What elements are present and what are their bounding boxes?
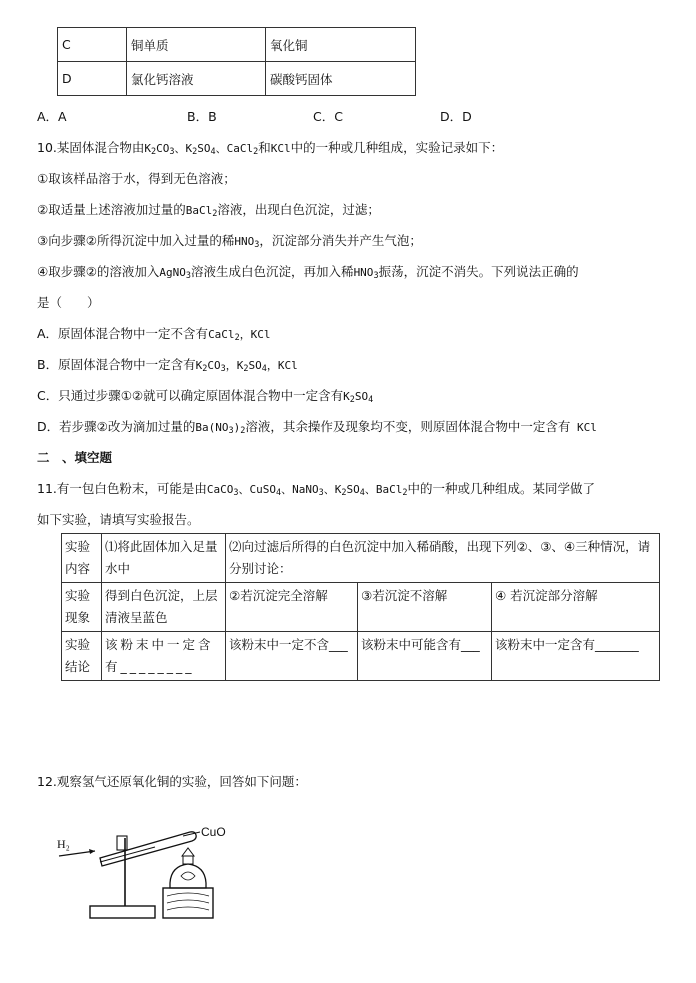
answer-blank[interactable]: 该粉末中可能含有___ xyxy=(358,632,492,681)
table-row xyxy=(62,632,660,681)
table-row xyxy=(58,62,416,96)
q10-question: 是（ ） xyxy=(37,295,100,310)
table-cell: ⑴将此固体加入足量水中 xyxy=(102,534,226,583)
q10-option-c[interactable]: C．只通过步骤①②就可以确定原固体混合物中一定含有$K_2SO_4$ xyxy=(37,388,374,405)
table-cell: ⑵向过滤后所得的白色沉淀中加入稀硝酸，出现下列②、③、④三种情况，请分别讨论： xyxy=(226,534,660,583)
table-cell: 碳酸钙固体 xyxy=(266,62,416,96)
q10-step-4: ④取步骤②的溶液加入AgNO$_3$溶液生成白色沉淀，再加入稀$HNO_3$振荡，沉淀不消失。下列说法正确的 xyxy=(37,264,579,281)
table-cell: ④ 若沉淀部分溶解 xyxy=(492,583,660,632)
row-header: 实验现象 xyxy=(62,583,102,632)
cuo-label: CuO xyxy=(201,825,226,839)
q10-option-a[interactable]: A．原固体混合物中一定不含有CaCl$_2$，KCl xyxy=(37,326,271,343)
q10-step-1: ①取该样品溶于水，得到无色溶液； xyxy=(37,171,236,186)
table-cell: ③若沉淀不溶解 xyxy=(358,583,492,632)
q9-options-table xyxy=(57,27,416,96)
table-row xyxy=(58,28,416,62)
answer-blank[interactable]: 该粉末中一定不含___ xyxy=(226,632,358,681)
choice-d[interactable]: D．D xyxy=(440,109,472,124)
q10-option-d[interactable]: D．若步骤②改为滴加过量的$Ba(NO_3)_2$溶液，其余操作及现象均不变，则原固体混合物中一定含有 KCl xyxy=(37,419,597,436)
q10-stem: 10.某固体混合物由$K_2CO_3$、$K_2SO_4$、CaCl$_2$和KCl中的一种或几种组成，实验记录如下： xyxy=(37,140,504,157)
table-cell: C xyxy=(58,28,127,62)
q12-stem: 12.观察氢气还原氧化铜的实验，回答如下问题： xyxy=(37,774,307,789)
table-row xyxy=(62,583,660,632)
wooden-block xyxy=(163,888,213,918)
q10-option-b[interactable]: B．原固体混合物中一定含有$K_2CO_3$，$K_2SO_4$，KCl xyxy=(37,357,298,374)
choice-b[interactable]: B．B xyxy=(187,109,217,124)
table-cell: 铜单质 xyxy=(127,28,266,62)
table-cell: ②若沉淀完全溶解 xyxy=(226,583,358,632)
alcohol-lamp-icon xyxy=(170,864,206,888)
row-header: 实验结论 xyxy=(62,632,102,681)
h2-label: H₂ xyxy=(57,837,70,851)
answer-blank[interactable]: 该粉末中一定含有________ xyxy=(102,632,226,681)
table-cell: D xyxy=(58,62,127,96)
flame-icon xyxy=(182,848,194,856)
answer-blank[interactable]: 该粉末中一定含有_______ xyxy=(492,632,660,681)
q11-stem-continued: 如下实验，请填写实验报告。 xyxy=(37,512,200,527)
q11-report-table xyxy=(61,533,660,681)
q10-step-3: ③向步骤②所得沉淀中加入过量的稀$HNO_3$，沉淀部分消失并产生气泡； xyxy=(37,233,422,250)
stand-base xyxy=(90,906,155,918)
table-cell: 氯化钙溶液 xyxy=(127,62,266,96)
q10-step-2: ②取适量上述溶液加过量的BaCl$_2$溶液，出现白色沉淀，过滤； xyxy=(37,202,380,219)
choice-a[interactable]: A．A xyxy=(37,109,67,124)
q11-stem: 11.有一包白色粉末，可能是由CaCO$_3$、CuSO$_4$、NaNO$_3$、$K_2SO_4$、BaCl$_2$中的一种或几种组成。某同学做了 xyxy=(37,481,596,498)
table-cell: 氧化铜 xyxy=(266,28,416,62)
hydrogen-reduction-apparatus-diagram xyxy=(55,818,235,928)
choice-c[interactable]: C．C xyxy=(313,109,343,124)
table-cell: 得到白色沉淀，上层清液呈蓝色 xyxy=(102,583,226,632)
section-heading: 二 、填空题 xyxy=(37,450,113,465)
row-header: 实验内容 xyxy=(62,534,102,583)
table-row xyxy=(62,534,660,583)
